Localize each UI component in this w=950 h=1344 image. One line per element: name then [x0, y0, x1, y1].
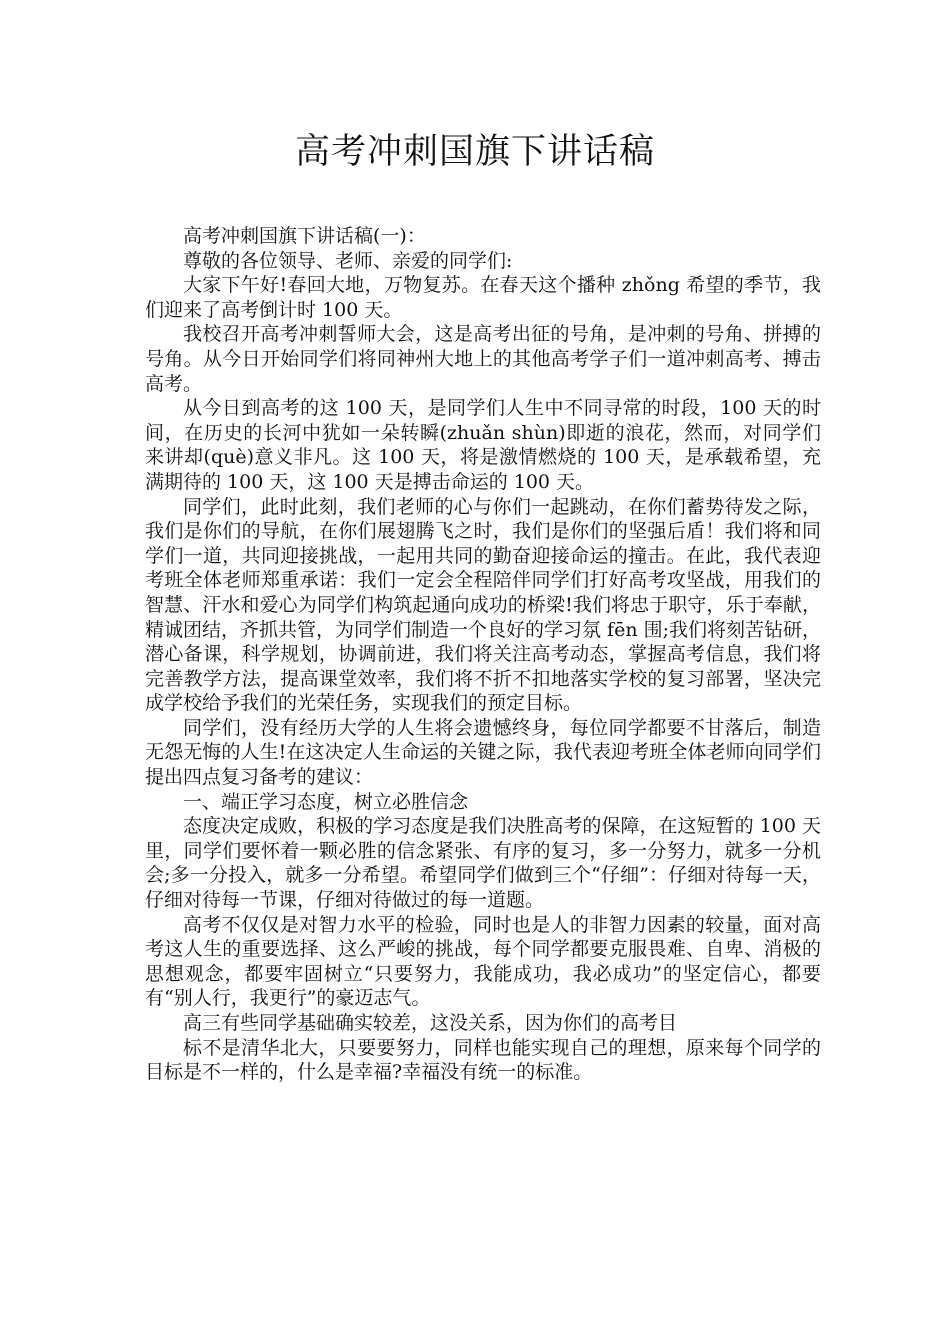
paragraph: 大家下午好!春回大地，万物复苏。在春天这个播种 zhǒng 希望的季节，我们迎来了高考倒计时 100 天。	[145, 274, 821, 321]
paragraph: 从今日到高考的这 100 天，是同学们人生中不同寻常的时段，100 天的时间，在历史的长河中犹如一朵转瞬(zhuǎn shùn)即逝的浪花，然而，对同学们来讲却(què)意义非凡。这 100 天，将是激情燃烧的 100 天，是承载希望，充满期待的 100 天，这 100 天是搏击命运的 100 天。	[145, 397, 821, 493]
paragraph: 态度决定成败，积极的学习态度是我们决胜高考的保障，在这短暂的 100 天里，同学们要怀着一颗必胜的信念紧张、有序的复习，多一分努力，就多一分机会;多一分投入，就多一分希望。希望同学们做到三个“仔细”：仔细对待每一天，仔细对待每一节课，仔细对待做过的每一道题。	[145, 815, 821, 912]
paragraph: 我校召开高考冲刺誓师大会，这是高考出征的号角，是冲刺的号角、拼搏的号角。从今日开始同学们将同神州大地上的其他高考学子们一道冲刺高考、搏击高考。	[145, 323, 821, 395]
paragraph: 同学们，没有经历大学的人生将会遗憾终身，每位同学都要不甘落后，制造无怨无悔的人生!在这决定人生命运的关键之际，我代表迎考班全体老师向同学们提出四点复习备考的建议：	[145, 716, 821, 789]
paragraph: 同学们，此时此刻，我们老师的心与你们一起跳动，在你们蓄势待发之际，我们是你们的导航，在你们展翅腾飞之时，我们是你们的坚强后盾！我们将和同学们一道，共同迎接挑战，一起用共同的勤奋迎接命运的撞击。在此，我代表迎考班全体老师郑重承诺：我们一定会全程陪伴同学们打好高考攻坚战，用我们的智慧、汗水和爱心为同学们构筑起通向成功的桥梁!我们将忠于职守，乐于奉献，精诚团结，齐抓共管，为同学们制造一个良好的学习氛 fēn 围;我们将刻苦钻研，潜心备课，科学规划，协调前进，我们将关注高考动态，掌握高考信息，我们将完善教学方法，提高课堂效率，我们将不折不扣地落实学校的复习部署，坚决完成学校给予我们的光荣任务，实现我们的预定目标。	[145, 495, 821, 715]
paragraph: 高考不仅仅是对智力水平的检验，同时也是人的非智力因素的较量，面对高考这人生的重要选择、这么严峻的挑战，每个同学都要克服畏难、自卑、消极的思想观念，都要牢固树立“只要努力，我能成功，我必成功”的坚定信心，都要有“别人行，我更行”的豪迈志气。	[145, 913, 821, 1010]
paragraph: 高三有些同学基础确实较差，这没关系，因为你们的高考目	[183, 1012, 678, 1034]
paragraph: 高考冲刺国旗下讲话稿(一)：	[183, 225, 426, 247]
page-title: 高考冲刺国旗下讲话稿	[294, 132, 655, 172]
document-body	[145, 224, 821, 1085]
paragraph: 尊敬的各位领导、老师、亲爱的同学们:	[183, 249, 513, 272]
section-heading: 一、端正学习态度，树立必胜信念	[183, 790, 469, 813]
paragraph: 标不是清华北大，只要要努力，同样也能实现自己的理想，原来每个同学的目标是不一样的，什么是幸福?幸福没有统一的标准。	[145, 1036, 821, 1084]
